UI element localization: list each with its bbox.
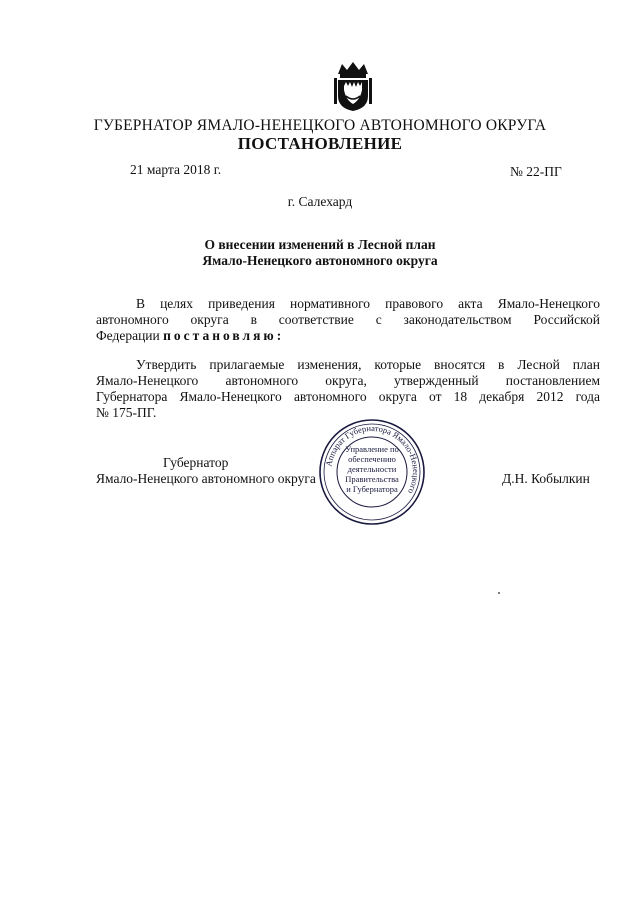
signatory-title-line-2: Ямало-Ненецкого автономного округа: [96, 471, 316, 486]
document-type: ПОСТАНОВЛЕНИЕ: [237, 134, 403, 153]
issuing-authority: ГУБЕРНАТОР ЯМАЛО-НЕНЕЦКОГО АВТОНОМНОГО ОКРУГА: [93, 117, 547, 134]
paragraph-2-line-4: № 175-ПГ.: [96, 405, 157, 420]
document-heading-line-2: Ямало-Ненецкого автономного округа: [202, 253, 438, 268]
paragraph-1-line-1: [96, 296, 600, 312]
stamp-line-1: Управление по: [345, 444, 399, 454]
paragraph-2-line-2: Ямало-Ненецкого автономного округа, утвержденный постановлением: [96, 373, 600, 388]
document-number: № 22-ПГ: [510, 164, 562, 179]
decree-keyword: постановляю:: [163, 328, 285, 343]
paragraph-1-prefix: Федерации: [96, 328, 160, 343]
paragraph-1-line-3: [96, 328, 284, 344]
coat-of-arms-icon: [332, 60, 374, 112]
stamp-line-5: и Губернатора: [346, 484, 398, 494]
paragraph-2-line-1-text: Утвердить прилагаемые изменения, которые вносятся в Лесной план: [136, 357, 600, 372]
paragraph-2-line-1: [96, 357, 600, 373]
scan-speck: [498, 592, 500, 594]
paragraph-2-line-3: Губернатора Ямало-Ненецкого автономного округа от 18 декабря 2012 года: [96, 389, 600, 404]
document-date: 21 марта 2018 г.: [130, 162, 222, 177]
signatory-title-line-1: Губернатор: [163, 455, 229, 470]
paragraph-1-line-2: автономного округа в соответствие с законодательством Российской: [96, 312, 600, 327]
stamp-line-4: Правительства: [345, 474, 399, 484]
paragraph-1-line-1-text: В целях приведения нормативного правового акта Ямало-Ненецкого: [136, 296, 600, 311]
stamp-line-2: обеспечению: [348, 454, 396, 464]
signatory-name: Д.Н. Кобылкин: [502, 471, 590, 486]
document-heading-line-1: О внесении изменений в Лесной план: [204, 237, 436, 252]
stamp-line-3: деятельности: [347, 464, 397, 474]
stamp-ring-text: Аппарат Губернатора Ямало-Ненецкого: [323, 422, 422, 496]
stamp-center-text: [340, 444, 404, 494]
document-city: г. Салехард: [287, 194, 353, 209]
